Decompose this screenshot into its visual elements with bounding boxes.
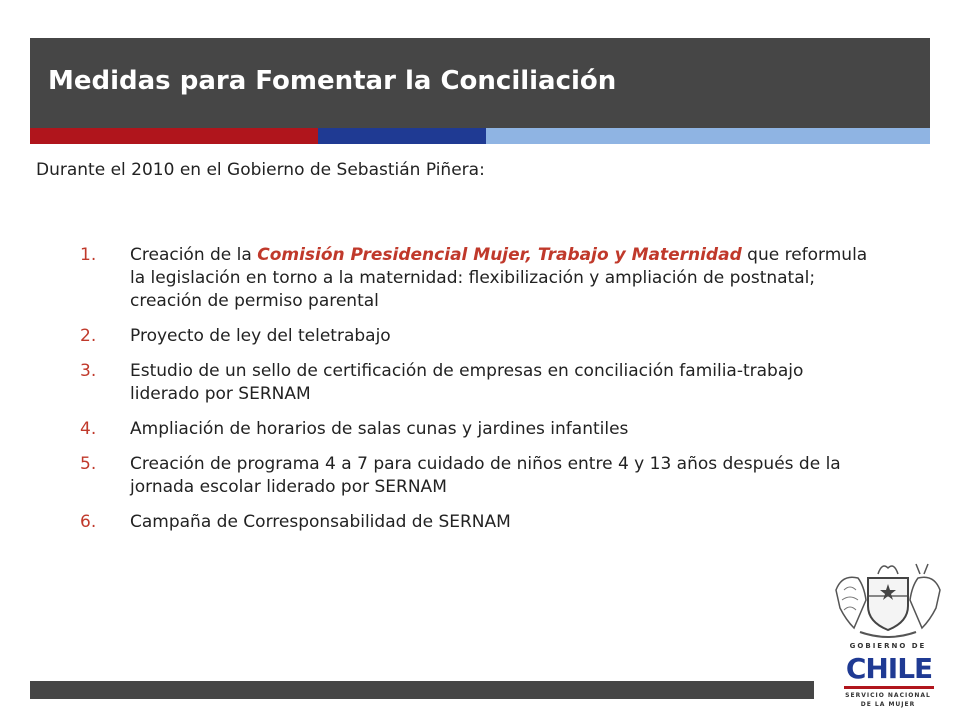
coat-of-arms-icon <box>830 560 946 642</box>
measures-list <box>80 244 870 546</box>
intro-text: Durante el 2010 en el Gobierno de Sebastián Piñera: <box>36 160 485 180</box>
list-item <box>80 360 870 406</box>
logo-text-mujer: DE LA MUJER <box>860 701 916 708</box>
page-title: Medidas para Fomentar la Conciliación <box>48 66 617 96</box>
logo-text-gobierno: GOBIERNO DE <box>849 642 927 650</box>
item-text: Creación de programa 4 a 7 para cuidado de niños entre 4 y 13 años después de la jornada escolar liderado por SERNAM <box>130 454 841 497</box>
footer-bar <box>30 681 814 699</box>
item-number: 4. <box>80 419 97 439</box>
item-number: 5. <box>80 454 97 474</box>
accent-stripe-red <box>30 128 318 144</box>
item-text-pre: Creación de la <box>130 245 258 265</box>
accent-stripe-blue <box>318 128 486 144</box>
item-text: Campaña de Corresponsabilidad de SERNAM <box>130 512 511 532</box>
logo-text-chile: CHILE <box>845 652 933 685</box>
list-item <box>80 418 870 441</box>
item-number: 2. <box>80 326 97 346</box>
logo-red-bar <box>844 686 934 689</box>
list-item <box>80 325 870 348</box>
item-text: Proyecto de ley del teletrabajo <box>130 326 391 346</box>
title-bar <box>30 38 930 128</box>
item-text <box>130 244 870 313</box>
item-text-post: que reformula la legislación en torno a la maternidad: flexibilización y ampliación de postnatal; creación de permiso parental <box>130 245 868 311</box>
item-text: Ampliación de horarios de salas cunas y jardines infantiles <box>130 419 629 439</box>
item-number: 3. <box>80 361 97 381</box>
list-item <box>80 453 870 499</box>
list-item <box>80 511 870 534</box>
item-number: 6. <box>80 512 97 532</box>
item-text: Estudio de un sello de certificación de empresas en conciliación familia-trabajo liderado por SERNAM <box>130 361 804 404</box>
accent-stripe-light-blue <box>486 128 930 144</box>
gobierno-chile-logo <box>830 560 946 710</box>
logo-text-servicio: SERVICIO NACIONAL <box>845 692 931 699</box>
commission-name: Comisión Presidencial Mujer, Trabajo y Maternidad <box>257 245 742 265</box>
item-number: 1. <box>80 245 97 265</box>
list-item <box>80 244 870 313</box>
